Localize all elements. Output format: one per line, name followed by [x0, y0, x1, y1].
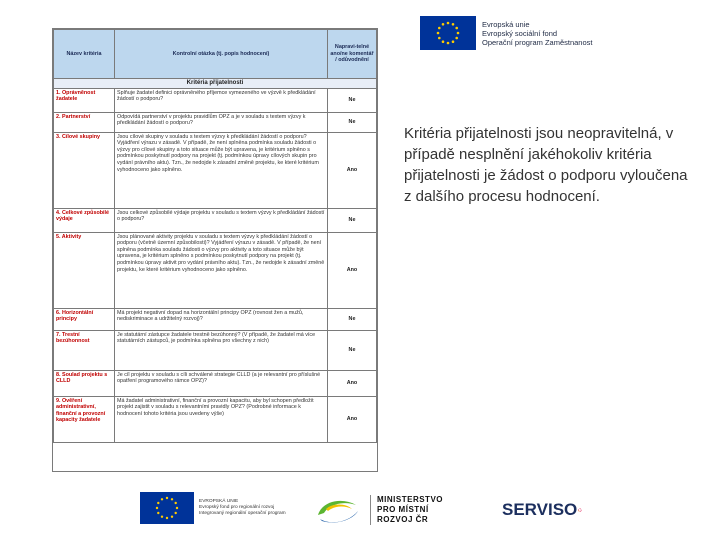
- header-answer: Napravi-telné ano/ne komentář / odůvodnění: [328, 30, 377, 79]
- criterion-answer: Ano: [328, 370, 377, 396]
- criterion-answer: Ano: [328, 396, 377, 442]
- criterion-name: 1. Oprávněnost žadatele: [54, 88, 115, 112]
- eu-flag-icon: [140, 492, 194, 524]
- table-row: [54, 132, 377, 208]
- mmr-line-3: ROZVOJ ČR: [377, 515, 429, 524]
- header-name: Název kritéria: [54, 30, 115, 79]
- criterion-answer: Ano: [328, 232, 377, 308]
- header-question: Kontrolní otázka (tj. popis hodnocení): [115, 30, 328, 79]
- criterion-name: 3. Cílové skupiny: [54, 132, 115, 208]
- table-row: [54, 112, 377, 132]
- irop-line-1: EVROPSKÁ UNIE: [199, 499, 239, 504]
- criterion-question: Je cíl projektu v souladu s cíli schválené strategie CLLD (a je relevantní pro příslušné opatření programového rámce OPZ)?: [115, 370, 328, 396]
- criterion-question: Jsou cílové skupiny v souladu s textem výzvy k předkládání žádostí o podporu? Vyjádření výrazu v zásadě. V případě, že není splněna podmínka souladu žádosti o výzvy pro cílové skupiny a toto situace může být upravena, je kritérium splněno s podmínkou poskytnutí podpory na projekt (tj. podmínkou úpravy cílových skupin pro vydání právního aktu). Tzn., že nedojde k zásadní změně projektu, ke které kritérium vyhodnoceno jako splněno.: [115, 132, 328, 208]
- criterion-name: 9. Ověření administrativní, finanční a provozní kapacity žadatele: [54, 396, 115, 442]
- criterion-answer: Ne: [328, 330, 377, 370]
- irop-line-2: Evropský fond pro regionální rozvoj: [199, 505, 275, 510]
- serviso-wordmark: SERVISO: [502, 500, 578, 519]
- criteria-table: [52, 28, 378, 472]
- eu-esf-logo: [420, 14, 620, 52]
- criterion-answer: Ano: [328, 132, 377, 208]
- criterion-question: Odpovídá partnerství v projektu pravidlům OPZ a je v souladu s textem výzvy k předkládání žádostí o podporu?: [115, 112, 328, 132]
- criterion-answer: Ne: [328, 112, 377, 132]
- criterion-answer: Ne: [328, 308, 377, 330]
- criterion-question: Má projekt negativní dopad na horizontální principy OPZ (rovnost žen a mužů, nediskriminace a udržitelný rozvoj)?: [115, 308, 328, 330]
- table-row: [54, 330, 377, 370]
- eu-irop-logo: [140, 492, 300, 524]
- criterion-answer: Ne: [328, 88, 377, 112]
- criterion-answer: Ne: [328, 208, 377, 232]
- eu-logo-line-2: Evropský sociální fond: [482, 28, 558, 38]
- table-header-row: [54, 30, 377, 79]
- criterion-name: 2. Partnerství: [54, 112, 115, 132]
- criterion-name: 5. Aktivity: [54, 232, 115, 308]
- criterion-question: Splňuje žadatel definici oprávněného příjemce vymezeného ve výzvě k předkládání žádostí o podporu?: [115, 88, 328, 112]
- criterion-question: Jsou plánované aktivity projektu v souladu s textem výzvy k předkládání žádostí o podporu (včetně územní způsobilosti)? Vyjádření výrazu v zásadě. V případě, že není splněna podmínka souladu žádosti o výzvy pro aktivity a toto situace může být upravena, je kritérium splněno s podmínkou poskytnutí podpory na projekt (tj. podmínkou úpravy aktivit pro vydání právního aktu). Tzn., že nedojde k zásadní změně projektu, ke které kritérium vyhodnoceno jako splněno.: [115, 232, 328, 308]
- criterion-name: 7. Trestní bezúhonnost: [54, 330, 115, 370]
- section-row: [54, 79, 377, 89]
- irop-line-3: Integrovaný regionální operační program: [199, 511, 286, 516]
- table-row: [54, 232, 377, 308]
- criterion-question: Má žadatel administrativní, finanční a provozní kapacitu, aby byl schopen předložit projekt zajistit v souladu s relevantními pravidly OPZ? (Podrobné informace k hodnocení tohoto kritéria jsou uvedeny výše): [115, 396, 328, 442]
- table-row: [54, 208, 377, 232]
- table-row: [54, 88, 377, 112]
- table-row: [54, 308, 377, 330]
- criterion-name: 8. Soulad projektu s CLLD: [54, 370, 115, 396]
- mmr-line-2: PRO MÍSTNÍ: [377, 505, 429, 514]
- eu-logo-line-1: Evropská unie: [482, 19, 530, 29]
- side-text: Kritéria přijatelnosti jsou neopravitelná, v případě nesplnění jakéhokoliv kritéria přijatelnosti je žádost o podporu vyloučena z dalšího procesu hodnocení.: [404, 125, 688, 205]
- serviso-logo: [502, 490, 582, 530]
- criterion-name: 6. Horizontální principy: [54, 308, 115, 330]
- criterion-question: Je statutární zástupce žadatele trestně bezúhonný? (V případě, že žadatel má více statutárních zástupců, je podmínka splněna pro všechny z nich): [115, 330, 328, 370]
- criterion-question: Jsou celkové způsobilé výdaje projektu v souladu s textem výzvy k předkládání žádostí o podporu?: [115, 208, 328, 232]
- mmr-line-1: MINISTERSTVO: [377, 495, 444, 504]
- table-row: [54, 396, 377, 442]
- table-row: [54, 370, 377, 396]
- mmr-swirl-icon: [312, 491, 364, 529]
- eu-logo-line-3: Operační program Zaměstnanost: [482, 37, 593, 47]
- serviso-ring-icon: [578, 500, 582, 520]
- mmr-logo: [312, 490, 454, 530]
- section-title: Kritéria přijatelnosti: [54, 79, 377, 89]
- eu-flag-icon: [420, 16, 476, 50]
- criterion-name: 4. Celkové způsobilé výdaje: [54, 208, 115, 232]
